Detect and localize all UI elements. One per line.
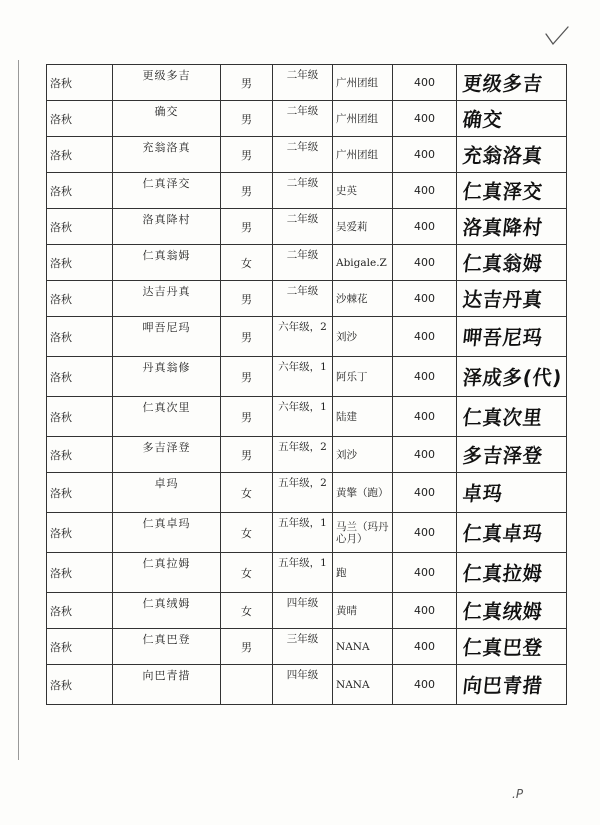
handwritten-signature: 仁真绒姆 bbox=[461, 600, 545, 624]
grade-cell: 六年级，1 bbox=[273, 357, 333, 397]
gender-cell: 女 bbox=[221, 513, 273, 553]
amount-cell: 400 bbox=[393, 629, 457, 665]
amount-cell: 400 bbox=[393, 65, 457, 101]
amount-cell: 400 bbox=[393, 281, 457, 317]
table-row bbox=[47, 593, 567, 629]
region-cell: 洛秋 bbox=[47, 317, 113, 357]
signature-cell bbox=[457, 137, 567, 173]
table-row bbox=[47, 553, 567, 593]
sponsor-cell: 黄晴 bbox=[333, 593, 393, 629]
grade-cell: 二年级 bbox=[273, 65, 333, 101]
handwritten-signature: 达吉丹真 bbox=[461, 288, 545, 312]
grade-cell: 二年级 bbox=[273, 281, 333, 317]
check-mark-icon bbox=[544, 24, 570, 50]
handwritten-signature: 仁真巴登 bbox=[461, 636, 545, 660]
sponsor-cell: 广州团组 bbox=[333, 65, 393, 101]
student-name-cell: 达吉丹真 bbox=[113, 281, 221, 317]
gender-cell: 男 bbox=[221, 137, 273, 173]
gender-cell: 男 bbox=[221, 209, 273, 245]
signature-cell bbox=[457, 593, 567, 629]
gender-cell: 男 bbox=[221, 101, 273, 137]
sponsor-cell: Abigale.Z bbox=[333, 245, 393, 281]
handwritten-signature: 仁真泽交 bbox=[461, 180, 545, 204]
student-name-cell: 洛真降村 bbox=[113, 209, 221, 245]
region-cell: 洛秋 bbox=[47, 65, 113, 101]
gender-cell: 女 bbox=[221, 553, 273, 593]
grade-cell: 二年级 bbox=[273, 173, 333, 209]
gender-cell: 男 bbox=[221, 317, 273, 357]
region-cell: 洛秋 bbox=[47, 473, 113, 513]
signature-cell bbox=[457, 101, 567, 137]
grade-cell: 四年级 bbox=[273, 665, 333, 705]
student-name-cell: 丹真翁修 bbox=[113, 357, 221, 397]
grade-cell: 五年级，1 bbox=[273, 513, 333, 553]
grade-cell: 二年级 bbox=[273, 209, 333, 245]
amount-cell: 400 bbox=[393, 397, 457, 437]
handwritten-signature: 洛真降村 bbox=[461, 216, 545, 240]
student-name-cell: 仁真卓玛 bbox=[113, 513, 221, 553]
signature-cell bbox=[457, 65, 567, 101]
student-name-cell: 充翁洛真 bbox=[113, 137, 221, 173]
student-name-cell: 更级多吉 bbox=[113, 65, 221, 101]
handwritten-signature: 向巴青措 bbox=[461, 674, 545, 698]
grade-cell: 二年级 bbox=[273, 101, 333, 137]
grade-cell: 三年级 bbox=[273, 629, 333, 665]
signature-cell bbox=[457, 357, 567, 397]
signature-cell bbox=[457, 553, 567, 593]
signature-cell bbox=[457, 245, 567, 281]
table-row bbox=[47, 101, 567, 137]
gender-cell: 男 bbox=[221, 629, 273, 665]
grade-cell: 四年级 bbox=[273, 593, 333, 629]
signature-cell bbox=[457, 317, 567, 357]
region-cell: 洛秋 bbox=[47, 553, 113, 593]
handwritten-signature: 仁真拉姆 bbox=[461, 562, 545, 586]
signature-cell bbox=[457, 665, 567, 705]
region-cell: 洛秋 bbox=[47, 437, 113, 473]
sponsor-cell: 广州团组 bbox=[333, 101, 393, 137]
grade-cell: 二年级 bbox=[273, 245, 333, 281]
sponsor-cell: 马兰（玛丹心月） bbox=[333, 513, 393, 553]
grade-cell: 六年级，2 bbox=[273, 317, 333, 357]
table-row bbox=[47, 437, 567, 473]
student-name-cell: 确交 bbox=[113, 101, 221, 137]
signature-cell bbox=[457, 281, 567, 317]
signature-cell bbox=[457, 209, 567, 245]
gender-cell bbox=[221, 665, 273, 705]
table-row bbox=[47, 209, 567, 245]
table-row bbox=[47, 65, 567, 101]
student-name-cell: 仁真泽交 bbox=[113, 173, 221, 209]
handwritten-signature: 多吉泽登 bbox=[461, 444, 545, 468]
sponsor-cell: 陆建 bbox=[333, 397, 393, 437]
gender-cell: 男 bbox=[221, 173, 273, 209]
region-cell: 洛秋 bbox=[47, 173, 113, 209]
table-row bbox=[47, 357, 567, 397]
student-name-cell: 仁真巴登 bbox=[113, 629, 221, 665]
gender-cell: 男 bbox=[221, 357, 273, 397]
amount-cell: 400 bbox=[393, 437, 457, 473]
sponsor-cell: 吴爱莉 bbox=[333, 209, 393, 245]
table-row bbox=[47, 281, 567, 317]
student-roster-table bbox=[46, 64, 567, 705]
sponsor-cell: 黄擎（跑） bbox=[333, 473, 393, 513]
sponsor-cell: 刘沙 bbox=[333, 317, 393, 357]
handwritten-signature: 卓玛 bbox=[461, 482, 505, 506]
gender-cell: 女 bbox=[221, 593, 273, 629]
table-row bbox=[47, 397, 567, 437]
handwritten-signature: 确交 bbox=[461, 108, 505, 132]
gender-cell: 男 bbox=[221, 65, 273, 101]
grade-cell: 五年级，2 bbox=[273, 437, 333, 473]
gender-cell: 男 bbox=[221, 437, 273, 473]
handwritten-signature: 呷吾尼玛 bbox=[461, 326, 545, 350]
region-cell: 洛秋 bbox=[47, 665, 113, 705]
table-row bbox=[47, 173, 567, 209]
sponsor-cell: 广州团组 bbox=[333, 137, 393, 173]
amount-cell: 400 bbox=[393, 553, 457, 593]
handwritten-signature: 仁真卓玛 bbox=[461, 522, 545, 546]
sponsor-cell: 沙棘花 bbox=[333, 281, 393, 317]
sponsor-cell: 跑 bbox=[333, 553, 393, 593]
signature-cell bbox=[457, 437, 567, 473]
region-cell: 洛秋 bbox=[47, 513, 113, 553]
amount-cell: 400 bbox=[393, 173, 457, 209]
sponsor-cell: 史英 bbox=[333, 173, 393, 209]
amount-cell: 400 bbox=[393, 245, 457, 281]
handwritten-signature: 仁真翁姆 bbox=[461, 252, 545, 276]
table-row bbox=[47, 245, 567, 281]
handwritten-signature: 泽成多(代) bbox=[461, 366, 564, 390]
handwritten-signature: 仁真次里 bbox=[461, 406, 545, 430]
region-cell: 洛秋 bbox=[47, 245, 113, 281]
student-name-cell: 卓玛 bbox=[113, 473, 221, 513]
sponsor-cell: 刘沙 bbox=[333, 437, 393, 473]
region-cell: 洛秋 bbox=[47, 209, 113, 245]
region-cell: 洛秋 bbox=[47, 357, 113, 397]
gender-cell: 女 bbox=[221, 473, 273, 513]
amount-cell: 400 bbox=[393, 665, 457, 705]
grade-cell: 二年级 bbox=[273, 137, 333, 173]
page-margin-line bbox=[18, 60, 19, 760]
region-cell: 洛秋 bbox=[47, 593, 113, 629]
amount-cell: 400 bbox=[393, 101, 457, 137]
region-cell: 洛秋 bbox=[47, 397, 113, 437]
student-name-cell: 仁真拉姆 bbox=[113, 553, 221, 593]
region-cell: 洛秋 bbox=[47, 629, 113, 665]
table-row bbox=[47, 137, 567, 173]
student-name-cell: 向巴青措 bbox=[113, 665, 221, 705]
roster-body bbox=[47, 65, 567, 705]
amount-cell: 400 bbox=[393, 357, 457, 397]
student-name-cell: 呷吾尼玛 bbox=[113, 317, 221, 357]
table-row bbox=[47, 665, 567, 705]
grade-cell: 五年级，1 bbox=[273, 553, 333, 593]
region-cell: 洛秋 bbox=[47, 281, 113, 317]
sponsor-cell: NANA bbox=[333, 629, 393, 665]
signature-cell bbox=[457, 473, 567, 513]
table-row bbox=[47, 513, 567, 553]
amount-cell: 400 bbox=[393, 209, 457, 245]
table-row bbox=[47, 317, 567, 357]
student-name-cell: 仁真次里 bbox=[113, 397, 221, 437]
handwritten-signature: 更级多吉 bbox=[461, 72, 545, 96]
region-cell: 洛秋 bbox=[47, 101, 113, 137]
table-row bbox=[47, 473, 567, 513]
grade-cell: 六年级，1 bbox=[273, 397, 333, 437]
sponsor-cell: NANA bbox=[333, 665, 393, 705]
amount-cell: 400 bbox=[393, 317, 457, 357]
handwritten-signature: 充翁洛真 bbox=[461, 144, 545, 168]
sponsor-cell: 阿乐丁 bbox=[333, 357, 393, 397]
amount-cell: 400 bbox=[393, 593, 457, 629]
student-name-cell: 仁真绒姆 bbox=[113, 593, 221, 629]
region-cell: 洛秋 bbox=[47, 137, 113, 173]
amount-cell: 400 bbox=[393, 513, 457, 553]
gender-cell: 男 bbox=[221, 397, 273, 437]
amount-cell: 400 bbox=[393, 137, 457, 173]
gender-cell: 女 bbox=[221, 245, 273, 281]
gender-cell: 男 bbox=[221, 281, 273, 317]
amount-cell: 400 bbox=[393, 473, 457, 513]
signature-cell bbox=[457, 397, 567, 437]
grade-cell: 五年级，2 bbox=[273, 473, 333, 513]
signature-cell bbox=[457, 629, 567, 665]
signature-cell bbox=[457, 173, 567, 209]
table-row bbox=[47, 629, 567, 665]
signature-cell bbox=[457, 513, 567, 553]
footer-mark: .P bbox=[512, 787, 524, 801]
student-name-cell: 仁真翁姆 bbox=[113, 245, 221, 281]
student-name-cell: 多吉泽登 bbox=[113, 437, 221, 473]
